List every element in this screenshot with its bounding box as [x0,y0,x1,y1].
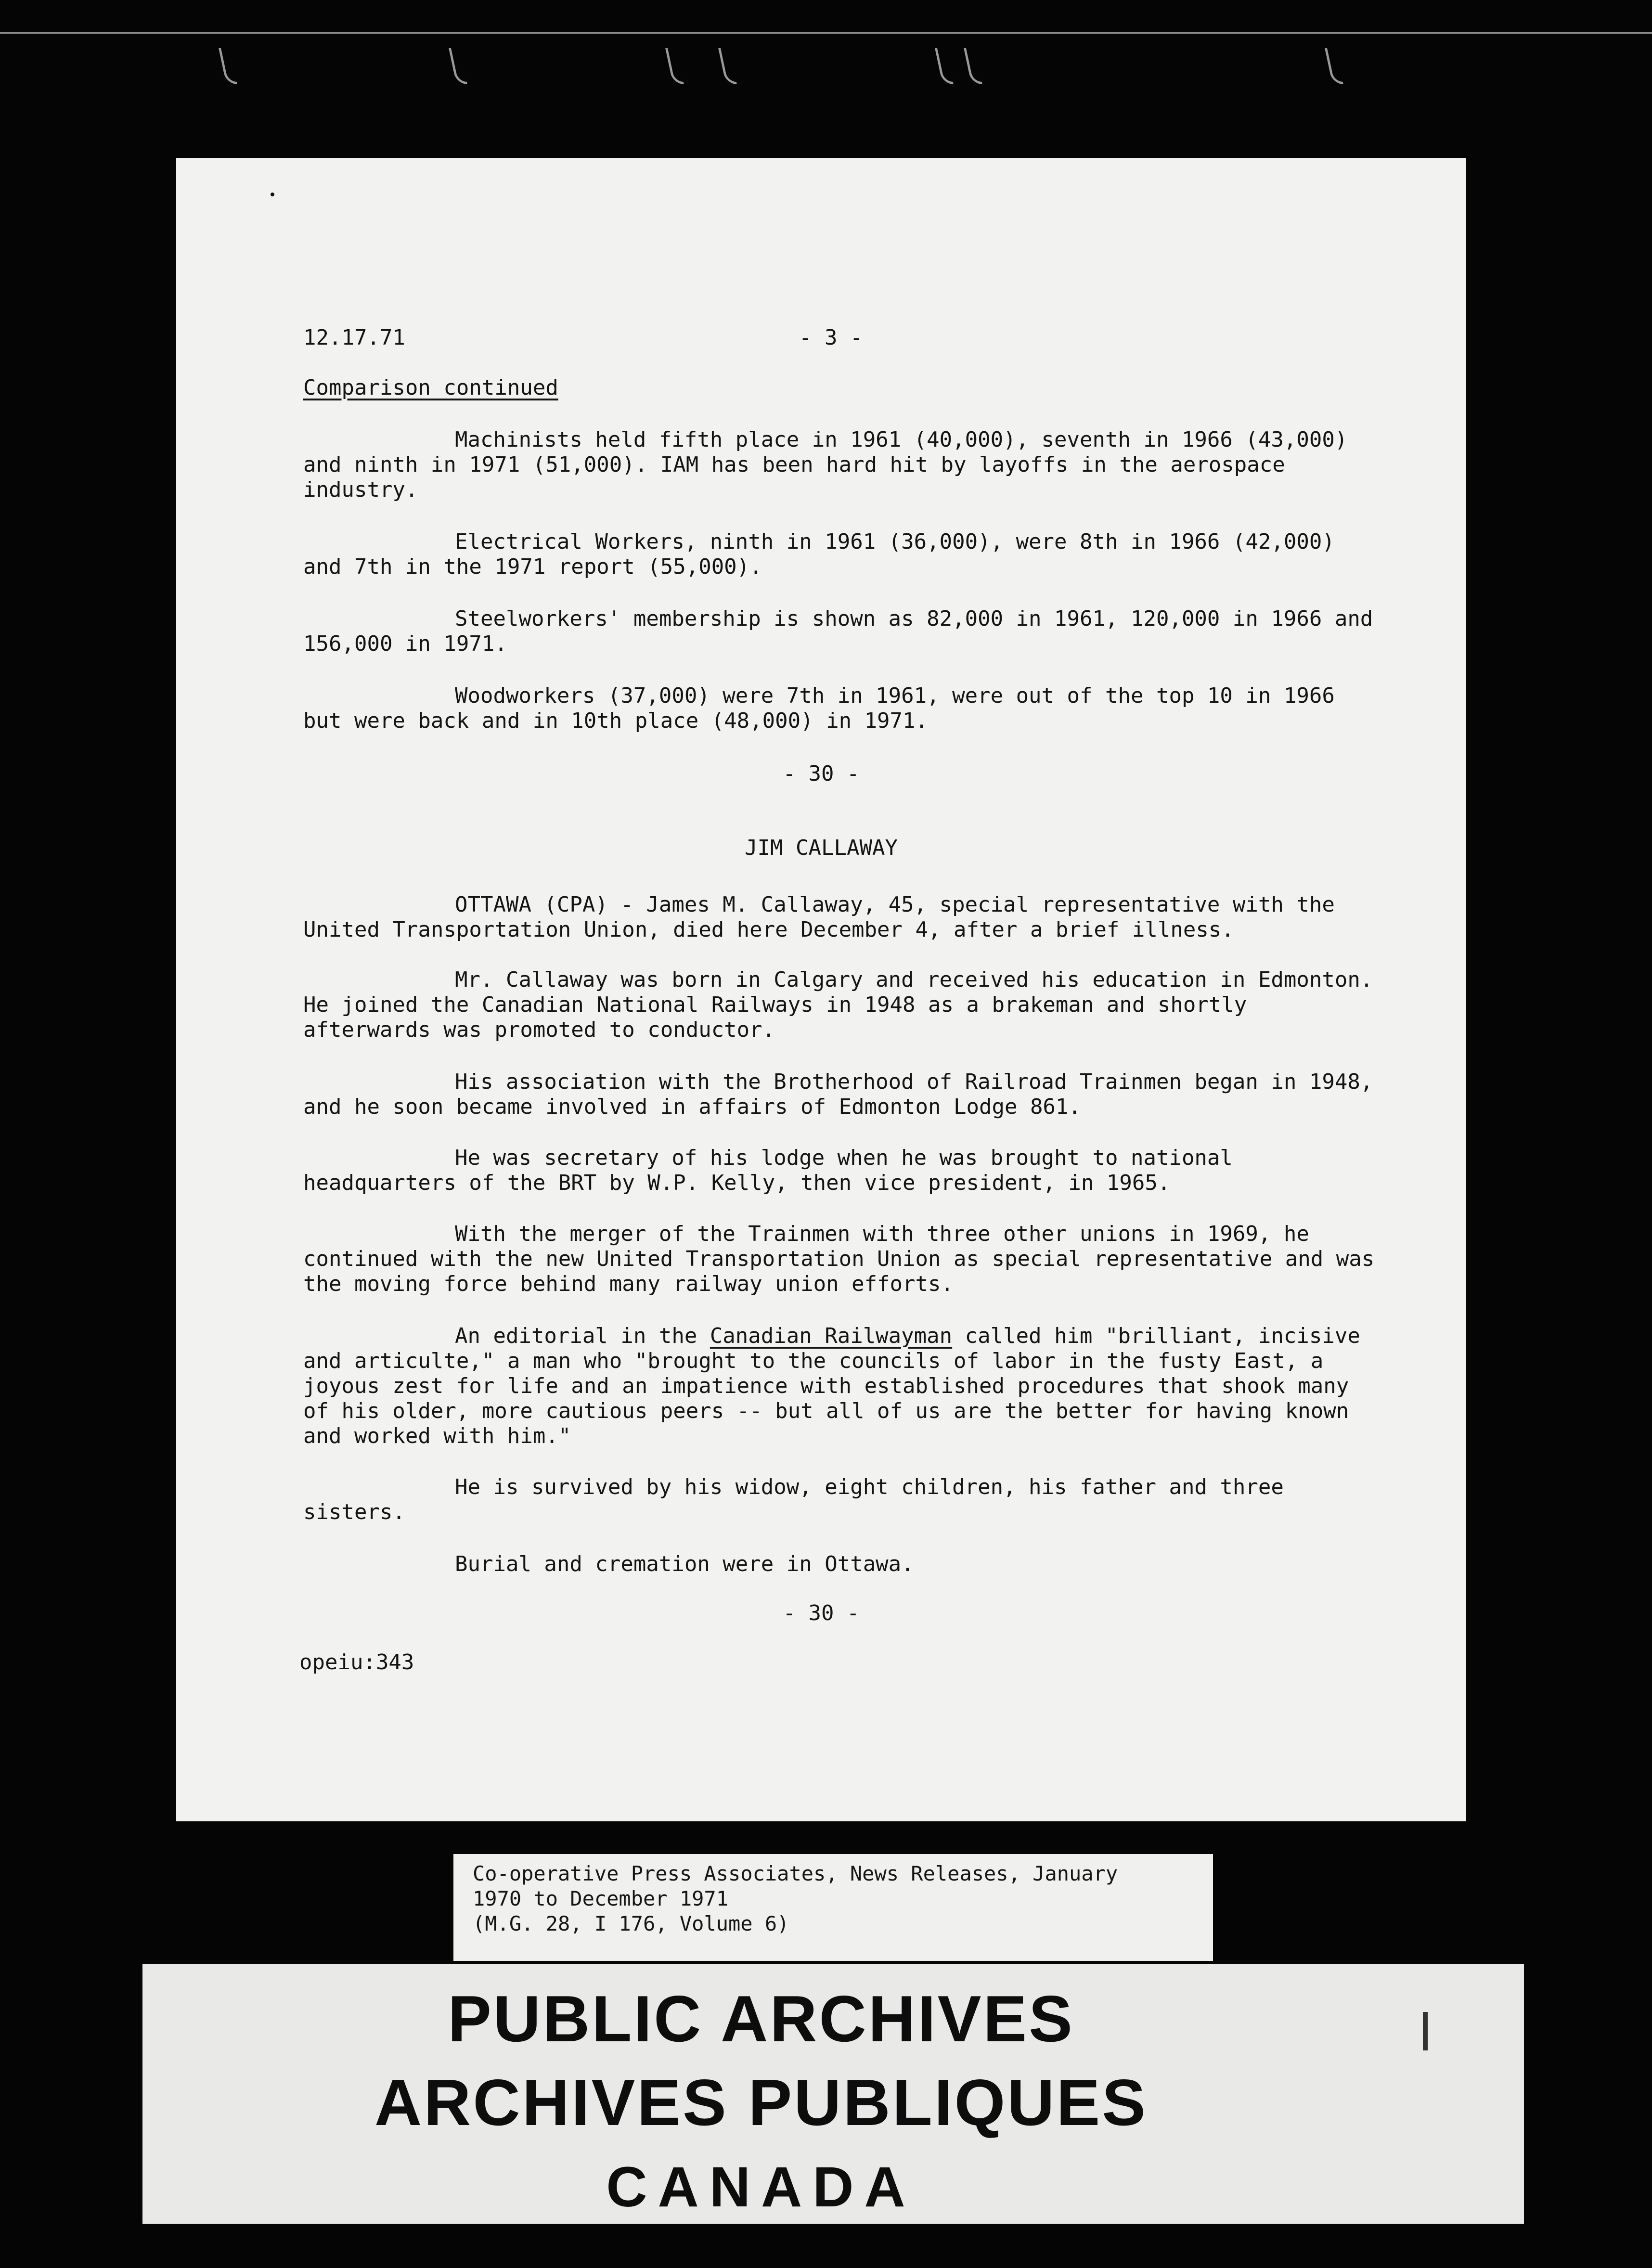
dust-speck [271,193,274,196]
paragraph-electrical-workers: Electrical Workers, ninth in 1961 (36,000), were 8th in 1966 (42,000) and 7th in the 1971 report (55,000). [303,529,1335,579]
paragraph-secretary: He was secretary of his lodge when he was brought to national headquarters of the BRT by W.P. Kelly, then vice president, in 1965. [303,1146,1233,1195]
editorial-intro: An editorial in the [455,1324,710,1348]
paragraph-biography: Mr. Callaway was born in Calgary and received his education in Edmonton. He joined the Canadian National Railways in 1948 as a brakeman and shortly afterwards was promoted to conductor. [303,967,1373,1042]
page-number: - 3 - [799,325,863,350]
film-mark [665,48,684,84]
paragraph-obituary-lead: OTTAWA (CPA) - James M. Callaway, 45, special representative with the United Transportation Union, died here December 4, after a brief illness. [303,892,1335,942]
archive-label-line: Co-operative Press Associates, News Releases, January [473,1862,1118,1885]
archive-label-card [453,1854,1213,1961]
film-edge-line [0,32,1652,34]
film-mark [449,48,467,84]
end-marker: - 30 - [783,1601,860,1625]
paragraph-brotherhood: His association with the Brotherhood of Railroad Trainmen began in 1948, and he soon became involved in affairs of Edmonton Lodge 861. [303,1070,1373,1119]
paragraph-woodworkers: Woodworkers (37,000) were 7th in 1961, were out of the top 10 in 1966 but were back and in 10th place (48,000) in 1971. [303,683,1335,733]
editorial-quote: called him "brilliant, incisive and articulte," a man who "brought to the councils of labor in the fusty East, a joyous zest for life and an impatience with established procedures that shook many of his older, more cautious peers -- but all of us are the better for having known and worked with him." [303,1324,1360,1448]
paragraph-machinists: Machinists held fifth place in 1961 (40,000), seventh in 1966 (43,000) and ninth in 1971 (51,000). IAM has been hard hit by layoffs in the aerospace industry. [303,427,1348,502]
paragraph-survivors: He is survived by his widow, eight children, his father and three sisters. [303,1475,1284,1524]
archives-title-french: ARCHIVES PUBLIQUES [374,2066,1148,2139]
document-date: 12.17.71 [303,325,405,350]
paragraph-merger: With the merger of the Trainmen with three other unions in 1969, he continued with the new United Transportation Union as special representative and was the moving force behind many railway union efforts. [303,1222,1375,1296]
footer-code: opeiu:343 [299,1650,414,1675]
paragraph-editorial [303,1324,1377,1449]
film-mark [219,48,237,84]
archives-stamp-strip [142,1964,1524,2224]
publication-title: Canadian Railwayman [710,1324,953,1348]
film-mark [718,48,737,84]
archive-label-line: (M.G. 28, I 176, Volume 6) [473,1912,789,1935]
film-mark [935,48,954,84]
archives-country: CANADA [606,2155,916,2219]
paragraph-steelworkers: Steelworkers' membership is shown as 82,000 in 1961, 120,000 in 1966 and 156,000 in 1971. [303,606,1373,656]
film-mark [964,48,982,84]
paragraph-burial: Burial and cremation were in Ottawa. [455,1552,914,1576]
end-marker: - 30 - [783,761,860,786]
strip-mark [1423,2012,1428,2050]
section-heading: Comparison continued [303,375,558,400]
film-mark [1325,48,1343,84]
obituary-title: JIM CALLAWAY [745,836,898,860]
archive-label-line: 1970 to December 1971 [473,1887,729,1910]
document-page [176,158,1466,1821]
archives-title-english: PUBLIC ARCHIVES [448,1982,1074,2055]
